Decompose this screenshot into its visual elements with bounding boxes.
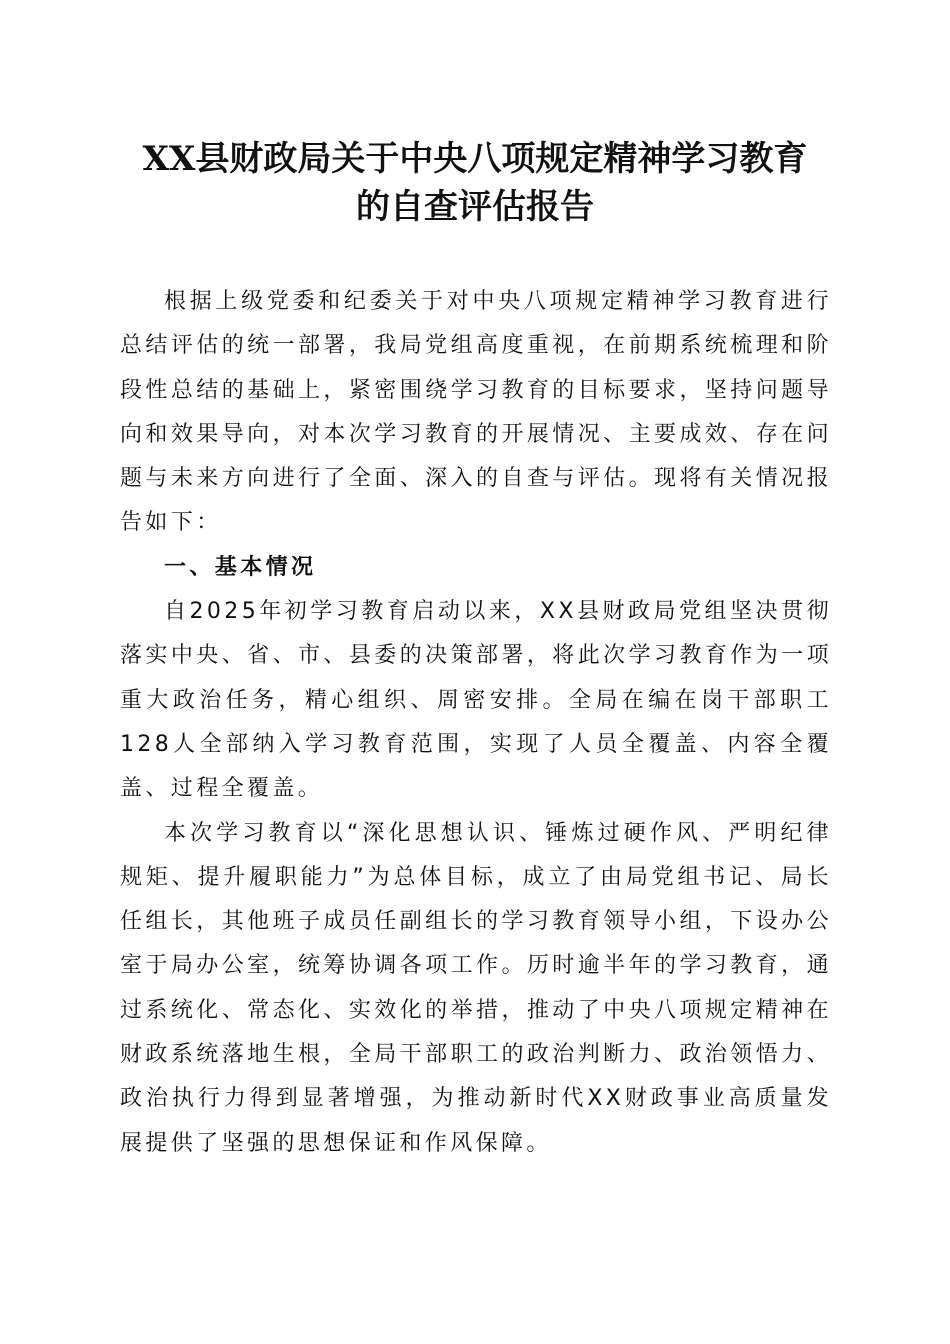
intro-paragraph: 根据上级党委和纪委关于对中央八项规定精神学习教育进行总结评估的统一部署，我局党组高度重视，在前期系统梳理和阶段性总结的基础上，紧密围绕学习教育的目标要求，坚持问题导向和效果导向，对本次学习教育的开展情况、主要成效、存在问题与未来方向进行了全面、深入的自查与评估。现将有关情况报告如下： [120,289,832,536]
section-heading: 一、基本情况 [164,554,317,580]
body-paragraph: 本次学习教育以“深化思想认识、锤炼过硬作风、严明纪律规矩、提升履职能力”为总体目标，成立了由局党组书记、局长任组长，其他班子成员任副组长的学习教育领导小组，下设办公室于局办公室，统筹协调各项工作。历时逾半年的学习教育，通过系统化、常态化、实效化的举措，推动了中央八项规定精神在财政系统落地生根，全局干部职工的政治判断力、政治领悟力、政治执行力得到显著增强，为推动新时代XX财政事业高质量发展提供了坚强的思想保证和作风保障。 [120,820,832,1156]
document-title [100,135,850,231]
document-body [120,280,832,1166]
body-paragraph: 自2025年初学习教育启动以来，XX县财政局党组坚决贯彻落实中央、省、市、县委的决策部署，将此次学习教育作为一项重大政治任务，精心组织、周密安排。全局在编在岗干部职工128人全部纳入学习教育范围，实现了人员全覆盖、内容全覆盖、过程全覆盖。 [120,599,832,802]
title-line-1: XX县财政局关于中央八项规定精神学习教育 [142,139,808,179]
title-line-2: 的自查评估报告 [356,187,594,227]
